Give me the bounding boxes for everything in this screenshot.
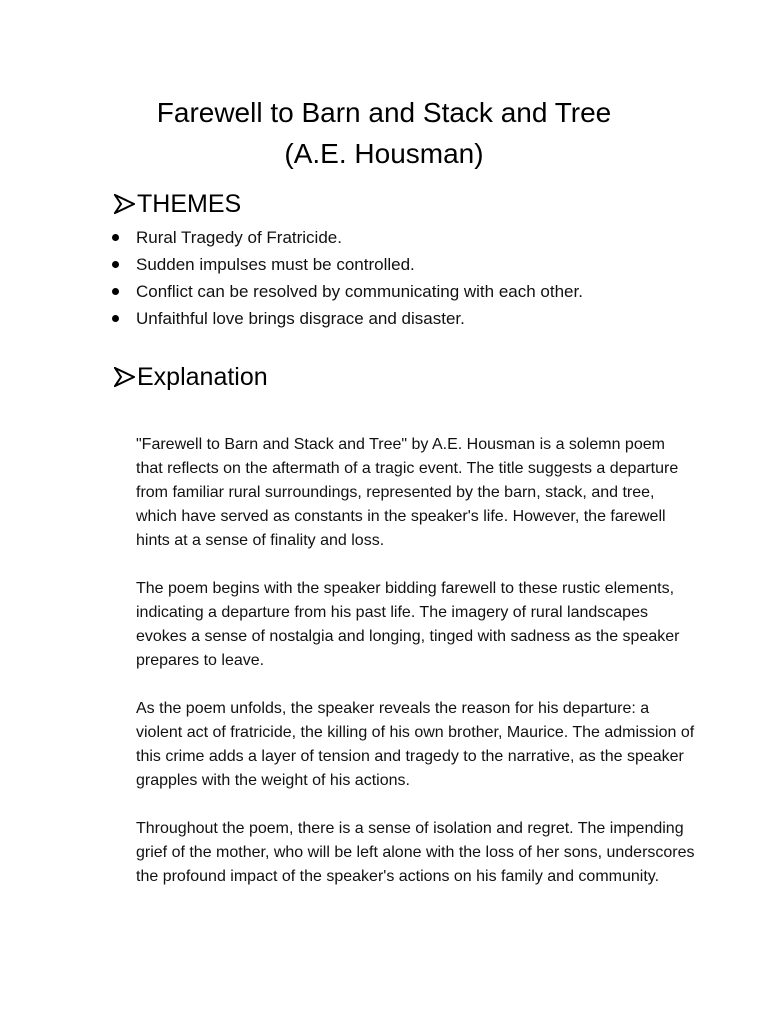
explanation-heading (114, 362, 268, 392)
explanation-paragraph: The poem begins with the speaker bidding farewell to these rustic elements, indicating a departure from his past life. The imagery of rural landscapes evokes a sense of nostalgia and longing, tinged with sadness as the speaker prepares to leave. (136, 580, 680, 669)
explanation-body (136, 433, 696, 913)
list-item-text: Sudden impulses must be controlled. (136, 255, 415, 274)
list-item (110, 224, 583, 251)
list-item (110, 278, 583, 305)
themes-list (110, 224, 583, 332)
list-item (110, 305, 583, 332)
list-item (110, 251, 583, 278)
arrowhead-bullet-icon (114, 367, 135, 387)
round-bullet-icon (112, 261, 119, 268)
list-item-text: Conflict can be resolved by communicating with each other. (136, 282, 583, 301)
list-item-text: Unfaithful love brings disgrace and disaster. (136, 309, 465, 328)
round-bullet-icon (112, 315, 119, 322)
explanation-paragraph: Throughout the poem, there is a sense of isolation and regret. The impending grief of the mother, who will be left alone with the loss of her sons, underscores the profound impact of the speaker's actions on his family and community. (136, 820, 695, 885)
arrowhead-bullet-icon (114, 194, 135, 214)
document-author: (A.E. Housman) (284, 138, 484, 169)
themes-heading (114, 189, 241, 219)
round-bullet-icon (112, 234, 119, 241)
round-bullet-icon (112, 288, 119, 295)
explanation-paragraph: As the poem unfolds, the speaker reveals the reason for his departure: a violent act of fratricide, the killing of his own brother, Maurice. The admission of this crime adds a layer of tension and tragedy to the narrative, as the speaker grapples with the weight of his actions. (136, 700, 695, 789)
list-item-text: Rural Tragedy of Fratricide. (136, 228, 342, 247)
themes-heading-label: THEMES (137, 190, 242, 218)
explanation-paragraph: "Farewell to Barn and Stack and Tree" by A.E. Housman is a solemn poem that reflects on the aftermath of a tragic event. The title suggests a departure from familiar rural surroundings, represented by the barn, stack, and tree, which have served as constants in the speaker's life. However, the farewell hints at a sense of finality and loss. (136, 436, 679, 549)
explanation-heading-label: Explanation (137, 363, 268, 391)
document-title: Farewell to Barn and Stack and Tree (156, 97, 612, 128)
